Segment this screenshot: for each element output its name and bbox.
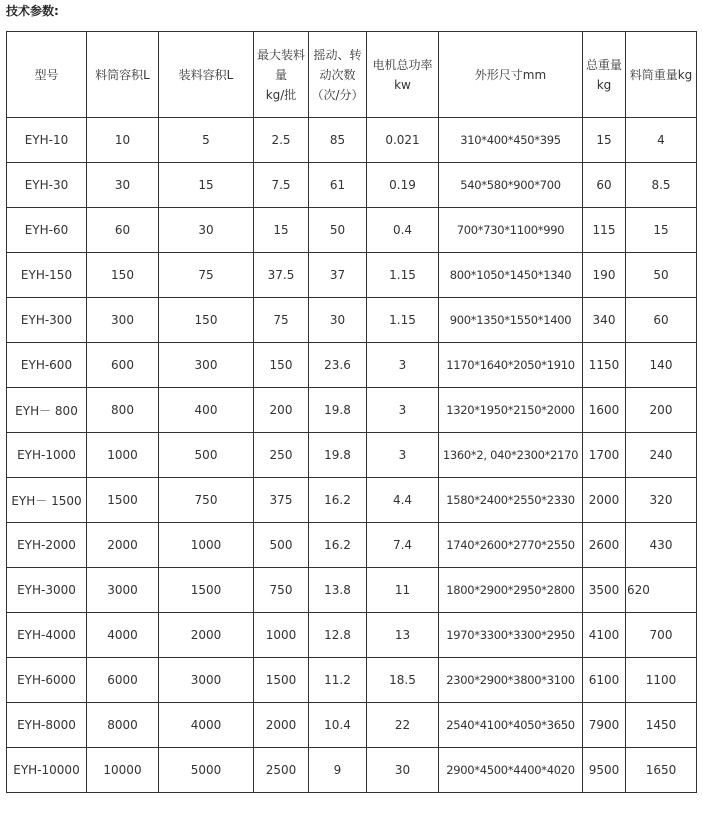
table-cell: 4 xyxy=(626,118,697,163)
table-cell: 23.6 xyxy=(309,343,367,388)
table-cell: 340 xyxy=(583,298,626,343)
table-cell: 4.4 xyxy=(367,478,439,523)
table-cell: 3000 xyxy=(159,658,254,703)
column-header-line: 外形尺寸mm xyxy=(474,67,547,82)
table-cell: 60 xyxy=(626,298,697,343)
table-cell: 9 xyxy=(309,748,367,793)
table-cell: 150 xyxy=(254,343,309,388)
spec-table xyxy=(6,31,697,793)
table-cell: 3 xyxy=(367,433,439,478)
table-cell: 18.5 xyxy=(367,658,439,703)
table-cell: 30 xyxy=(87,163,159,208)
table-row xyxy=(7,523,697,568)
table-cell: 1.15 xyxy=(367,253,439,298)
table-row xyxy=(7,118,697,163)
table-cell: EYH-8000 xyxy=(7,703,87,748)
table-cell: 4000 xyxy=(87,613,159,658)
table-cell: 375 xyxy=(254,478,309,523)
table-cell: 11.2 xyxy=(309,658,367,703)
table-cell: 1600 xyxy=(583,388,626,433)
table-cell: 15 xyxy=(583,118,626,163)
table-cell: 30 xyxy=(367,748,439,793)
table-cell: 7.5 xyxy=(254,163,309,208)
table-cell: 1580*2400*2550*2330 xyxy=(439,478,583,523)
table-cell: 8.5 xyxy=(626,163,697,208)
table-cell: 1170*1640*2050*1910 xyxy=(439,343,583,388)
column-header-line: 动次数 xyxy=(319,67,356,82)
table-cell: 4000 xyxy=(159,703,254,748)
table-cell: 0.19 xyxy=(367,163,439,208)
table-cell: 1450 xyxy=(626,703,697,748)
table-cell: 2000 xyxy=(87,523,159,568)
column-header xyxy=(626,32,697,118)
table-cell: 30 xyxy=(309,298,367,343)
table-cell: 250 xyxy=(254,433,309,478)
table-cell: 700*730*1100*990 xyxy=(439,208,583,253)
column-header xyxy=(439,32,583,118)
table-cell: 1700 xyxy=(583,433,626,478)
table-cell: 1500 xyxy=(87,478,159,523)
table-cell: 10 xyxy=(87,118,159,163)
table-cell: 190 xyxy=(583,253,626,298)
table-cell: 1360*2, 040*2300*2170 xyxy=(439,433,583,478)
table-cell: 900*1350*1550*1400 xyxy=(439,298,583,343)
column-header-line: 型号 xyxy=(34,67,59,82)
table-cell: 2000 xyxy=(583,478,626,523)
table-cell: 2540*4100*4050*3650 xyxy=(439,703,583,748)
table-cell: 50 xyxy=(626,253,697,298)
table-cell: 1.15 xyxy=(367,298,439,343)
table-cell: 300 xyxy=(87,298,159,343)
table-cell: 9500 xyxy=(583,748,626,793)
table-cell: 500 xyxy=(159,433,254,478)
column-header xyxy=(583,32,626,118)
table-cell: 19.8 xyxy=(309,388,367,433)
table-cell: 85 xyxy=(309,118,367,163)
column-header xyxy=(309,32,367,118)
table-cell: 800*1050*1450*1340 xyxy=(439,253,583,298)
section-title: 技术参数: xyxy=(6,4,59,18)
table-cell: 300 xyxy=(159,343,254,388)
table-cell: 150 xyxy=(159,298,254,343)
table-cell: 1000 xyxy=(159,523,254,568)
column-header-line: 摇动、转 xyxy=(313,47,362,62)
table-cell: 22 xyxy=(367,703,439,748)
table-cell: 200 xyxy=(626,388,697,433)
table-cell: EYH-10 xyxy=(7,118,87,163)
table-row xyxy=(7,163,697,208)
table-cell: EYH-4000 xyxy=(7,613,87,658)
table-cell: 61 xyxy=(309,163,367,208)
table-row xyxy=(7,748,697,793)
table-cell: 37.5 xyxy=(254,253,309,298)
table-cell: 3000 xyxy=(87,568,159,613)
column-header-line: 电机总功率 xyxy=(372,57,433,72)
table-cell: 16.2 xyxy=(309,478,367,523)
table-cell: 750 xyxy=(254,568,309,613)
table-cell: 10.4 xyxy=(309,703,367,748)
table-cell: 7.4 xyxy=(367,523,439,568)
table-cell: 60 xyxy=(87,208,159,253)
column-header-line: 最大装料 xyxy=(256,47,305,62)
column-header-line: 总重量 xyxy=(585,57,622,72)
table-cell: 140 xyxy=(626,343,697,388)
table-cell: 1500 xyxy=(159,568,254,613)
table-row xyxy=(7,253,697,298)
table-cell: 30 xyxy=(159,208,254,253)
table-cell: 6100 xyxy=(583,658,626,703)
table-cell: EYH-150 xyxy=(7,253,87,298)
table-cell: 16.2 xyxy=(309,523,367,568)
column-header xyxy=(87,32,159,118)
table-cell: 3500 xyxy=(583,568,626,613)
column-header xyxy=(367,32,439,118)
column-header xyxy=(254,32,309,118)
table-cell: 1800*2900*2950*2800 xyxy=(439,568,583,613)
column-header-line: 量 xyxy=(274,67,287,82)
table-cell: 4100 xyxy=(583,613,626,658)
table-cell: 750 xyxy=(159,478,254,523)
table-cell: 3 xyxy=(367,388,439,433)
table-row xyxy=(7,478,697,523)
table-cell: 800 xyxy=(87,388,159,433)
column-header-line: （次/分） xyxy=(311,87,364,102)
table-cell: 430 xyxy=(626,523,697,568)
table-cell: 1000 xyxy=(254,613,309,658)
table-cell: 5 xyxy=(159,118,254,163)
table-cell: EYH-2000 xyxy=(7,523,87,568)
column-header-line: kw xyxy=(394,77,411,92)
table-cell: 700 xyxy=(626,613,697,658)
table-row xyxy=(7,298,697,343)
table-cell: EYH-6000 xyxy=(7,658,87,703)
table-cell: 620 xyxy=(626,568,697,613)
spec-table-body xyxy=(7,32,697,793)
column-header xyxy=(7,32,87,118)
table-cell: 2500 xyxy=(254,748,309,793)
table-cell: 2600 xyxy=(583,523,626,568)
table-cell: EYH－ 1500 xyxy=(7,478,87,523)
table-cell: 1320*1950*2150*2000 xyxy=(439,388,583,433)
table-cell: 5000 xyxy=(159,748,254,793)
table-row xyxy=(7,388,697,433)
table-cell: 2900*4500*4400*4020 xyxy=(439,748,583,793)
table-cell: 0.4 xyxy=(367,208,439,253)
table-cell: 12.8 xyxy=(309,613,367,658)
column-header-line: 料筒重量kg xyxy=(629,67,693,82)
table-cell: 200 xyxy=(254,388,309,433)
table-cell: EYH-600 xyxy=(7,343,87,388)
header-row xyxy=(7,32,697,118)
table-cell: 1150 xyxy=(583,343,626,388)
table-cell: 1000 xyxy=(87,433,159,478)
table-cell: 320 xyxy=(626,478,697,523)
table-cell: 15 xyxy=(626,208,697,253)
table-cell: EYH-1000 xyxy=(7,433,87,478)
table-cell: 310*400*450*395 xyxy=(439,118,583,163)
table-cell: 115 xyxy=(583,208,626,253)
table-cell: 60 xyxy=(583,163,626,208)
table-cell: 15 xyxy=(254,208,309,253)
table-row xyxy=(7,433,697,478)
table-cell: 1650 xyxy=(626,748,697,793)
table-cell: 6000 xyxy=(87,658,159,703)
table-cell: 1740*2600*2770*2550 xyxy=(439,523,583,568)
column-header-line: kg/批 xyxy=(265,87,297,102)
table-row xyxy=(7,568,697,613)
table-cell: 2000 xyxy=(254,703,309,748)
table-cell: EYH-10000 xyxy=(7,748,87,793)
table-cell: 50 xyxy=(309,208,367,253)
table-cell: 75 xyxy=(159,253,254,298)
table-cell: 8000 xyxy=(87,703,159,748)
table-cell: 150 xyxy=(87,253,159,298)
table-cell: 1970*3300*3300*2950 xyxy=(439,613,583,658)
table-cell: 2000 xyxy=(159,613,254,658)
table-cell: 15 xyxy=(159,163,254,208)
table-cell: 1100 xyxy=(626,658,697,703)
table-cell: 2.5 xyxy=(254,118,309,163)
column-header-line: 装料容积L xyxy=(178,67,234,82)
table-cell: 13 xyxy=(367,613,439,658)
table-cell: 19.8 xyxy=(309,433,367,478)
table-cell: 600 xyxy=(87,343,159,388)
table-cell: 240 xyxy=(626,433,697,478)
table-row xyxy=(7,703,697,748)
column-header-line: 料筒容积L xyxy=(95,67,150,82)
table-cell: 3 xyxy=(367,343,439,388)
table-cell: 13.8 xyxy=(309,568,367,613)
table-cell: 37 xyxy=(309,253,367,298)
table-row xyxy=(7,343,697,388)
table-cell: EYH-30 xyxy=(7,163,87,208)
table-cell: 75 xyxy=(254,298,309,343)
table-cell: 0.021 xyxy=(367,118,439,163)
column-header xyxy=(159,32,254,118)
table-cell: 7900 xyxy=(583,703,626,748)
table-cell: EYH-300 xyxy=(7,298,87,343)
column-header-line: kg xyxy=(596,77,612,92)
table-cell: EYH-3000 xyxy=(7,568,87,613)
table-cell: EYH-60 xyxy=(7,208,87,253)
table-cell: 500 xyxy=(254,523,309,568)
table-cell: 10000 xyxy=(87,748,159,793)
table-cell: 1500 xyxy=(254,658,309,703)
table-row xyxy=(7,208,697,253)
table-row xyxy=(7,613,697,658)
table-cell: 540*580*900*700 xyxy=(439,163,583,208)
table-row xyxy=(7,658,697,703)
table-cell: 11 xyxy=(367,568,439,613)
table-cell: 2300*2900*3800*3100 xyxy=(439,658,583,703)
table-cell: 400 xyxy=(159,388,254,433)
table-cell: EYH－ 800 xyxy=(7,388,87,433)
